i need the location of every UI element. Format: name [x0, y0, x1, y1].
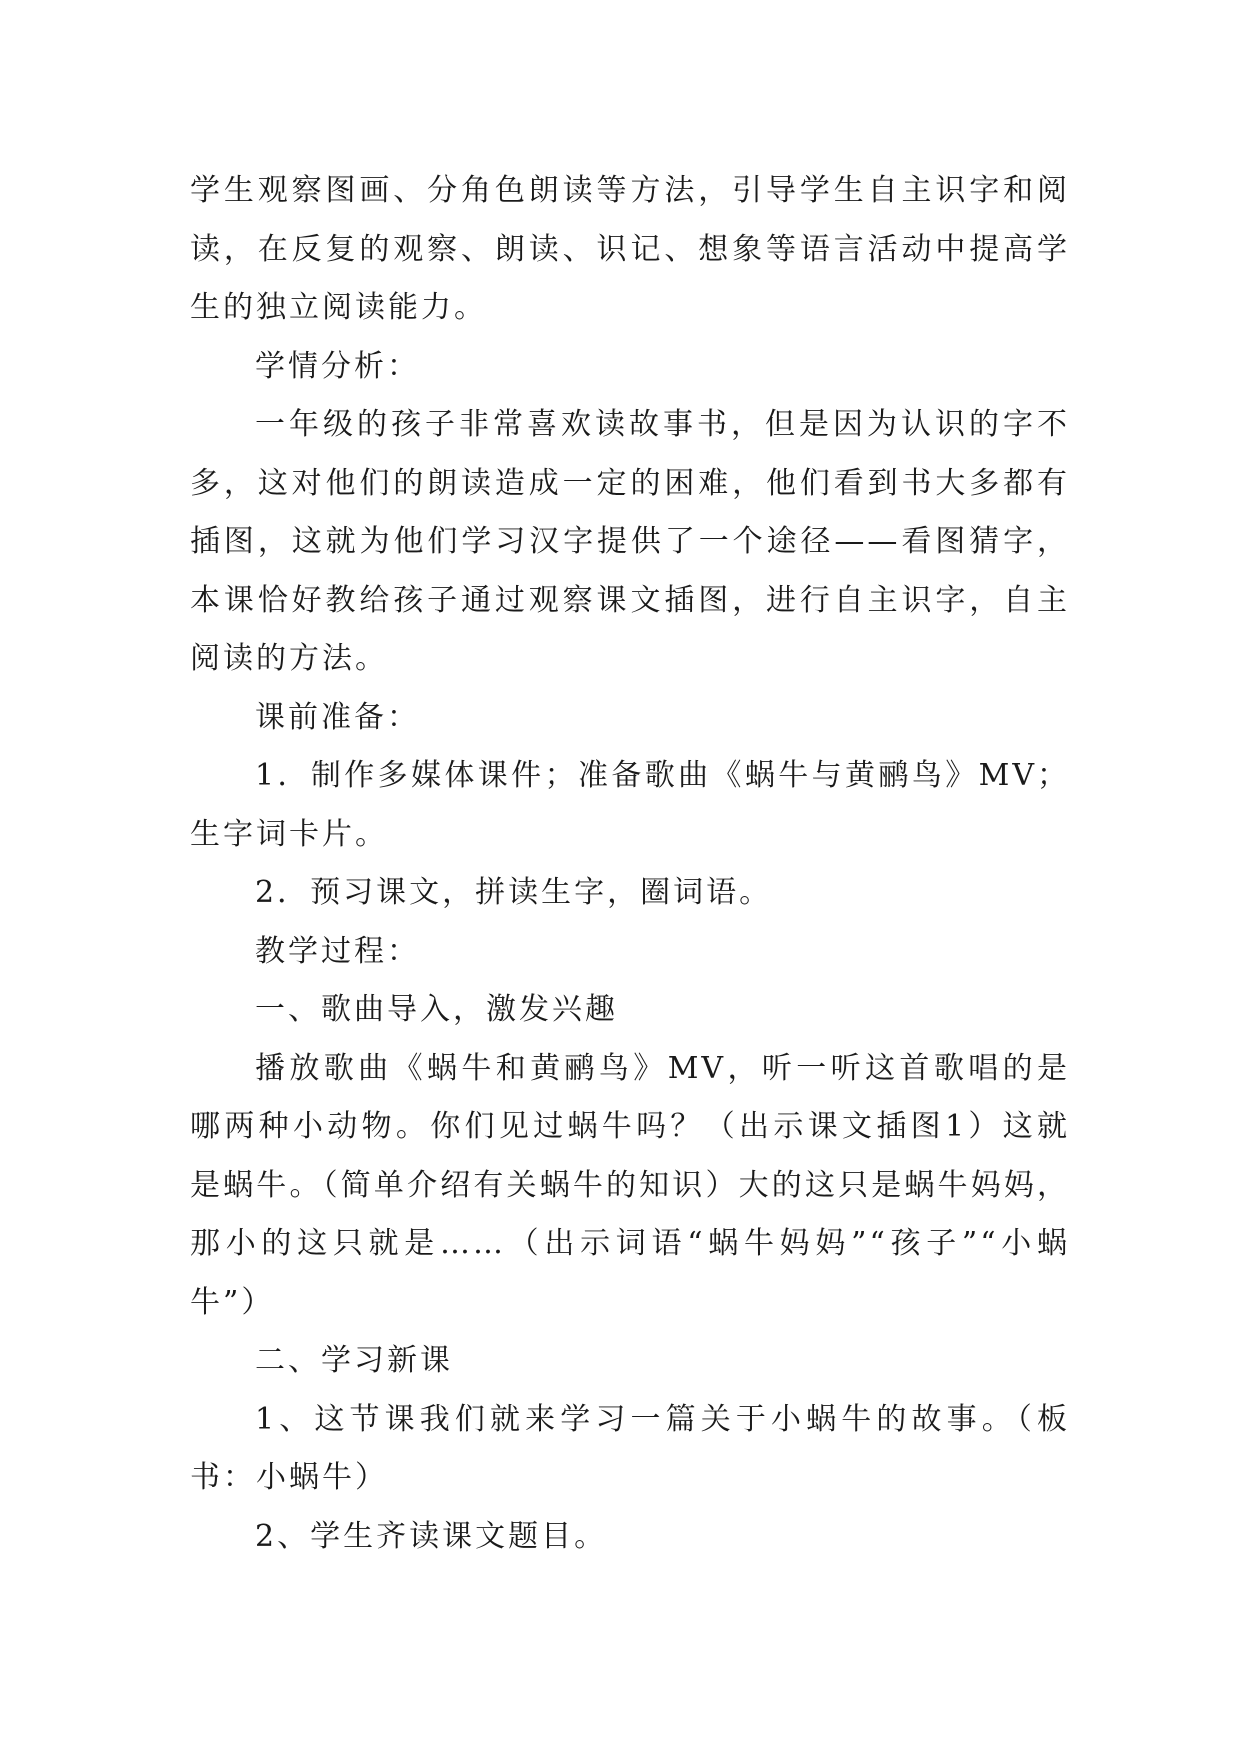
paragraph-2: 学情分析： [255, 348, 420, 384]
paragraph-5: 1．制作多媒体课件；准备歌曲《蜗牛与黄鹂鸟》MV；生字词卡片。 [190, 758, 1070, 852]
paragraph-4: 课前准备： [255, 699, 420, 735]
paragraph-1: 学生观察图画、分角色朗读等方法，引导学生自主识字和阅读，在反复的观察、朗读、识记、想象等语言活动中提高学生的独立阅读能力。 [190, 173, 1070, 325]
paragraph-9: 播放歌曲《蜗牛和黄鹂鸟》MV，听一听这首歌唱的是哪两种小动物。你们见过蜗牛吗？（出示课文插图1）这就是蜗牛。（简单介绍有关蜗牛的知识）大的这只是蜗牛妈妈，那小的这只就是……（出示词语“蜗牛妈妈”“孩子”“小蜗牛”） [190, 1050, 1070, 1320]
paragraph-10: 二、学习新课 [255, 1343, 453, 1378]
paragraph-3: 一年级的孩子非常喜欢读故事书，但是因为认识的字不多，这对他们的朗读造成一定的困难，他们看到书大多都有插图，这就为他们学习汉字提供了一个途径——看图猜字，本课恰好教给孩子通过观察课文插图，进行自主识字，自主阅读的方法。 [190, 407, 1070, 676]
paragraph-6: 2．预习课文，拼读生字，圈词语。 [255, 875, 773, 910]
paragraph-12: 2、学生齐读课文题目。 [255, 1518, 608, 1554]
paragraph-11: 1、这节课我们就来学习一篇关于小蜗牛的故事。（板书：小蜗牛） [190, 1401, 1070, 1495]
paragraph-7: 教学过程： [255, 933, 420, 969]
paragraph-8: 一、歌曲导入，激发兴趣 [255, 992, 618, 1027]
document-body [190, 162, 1070, 1566]
